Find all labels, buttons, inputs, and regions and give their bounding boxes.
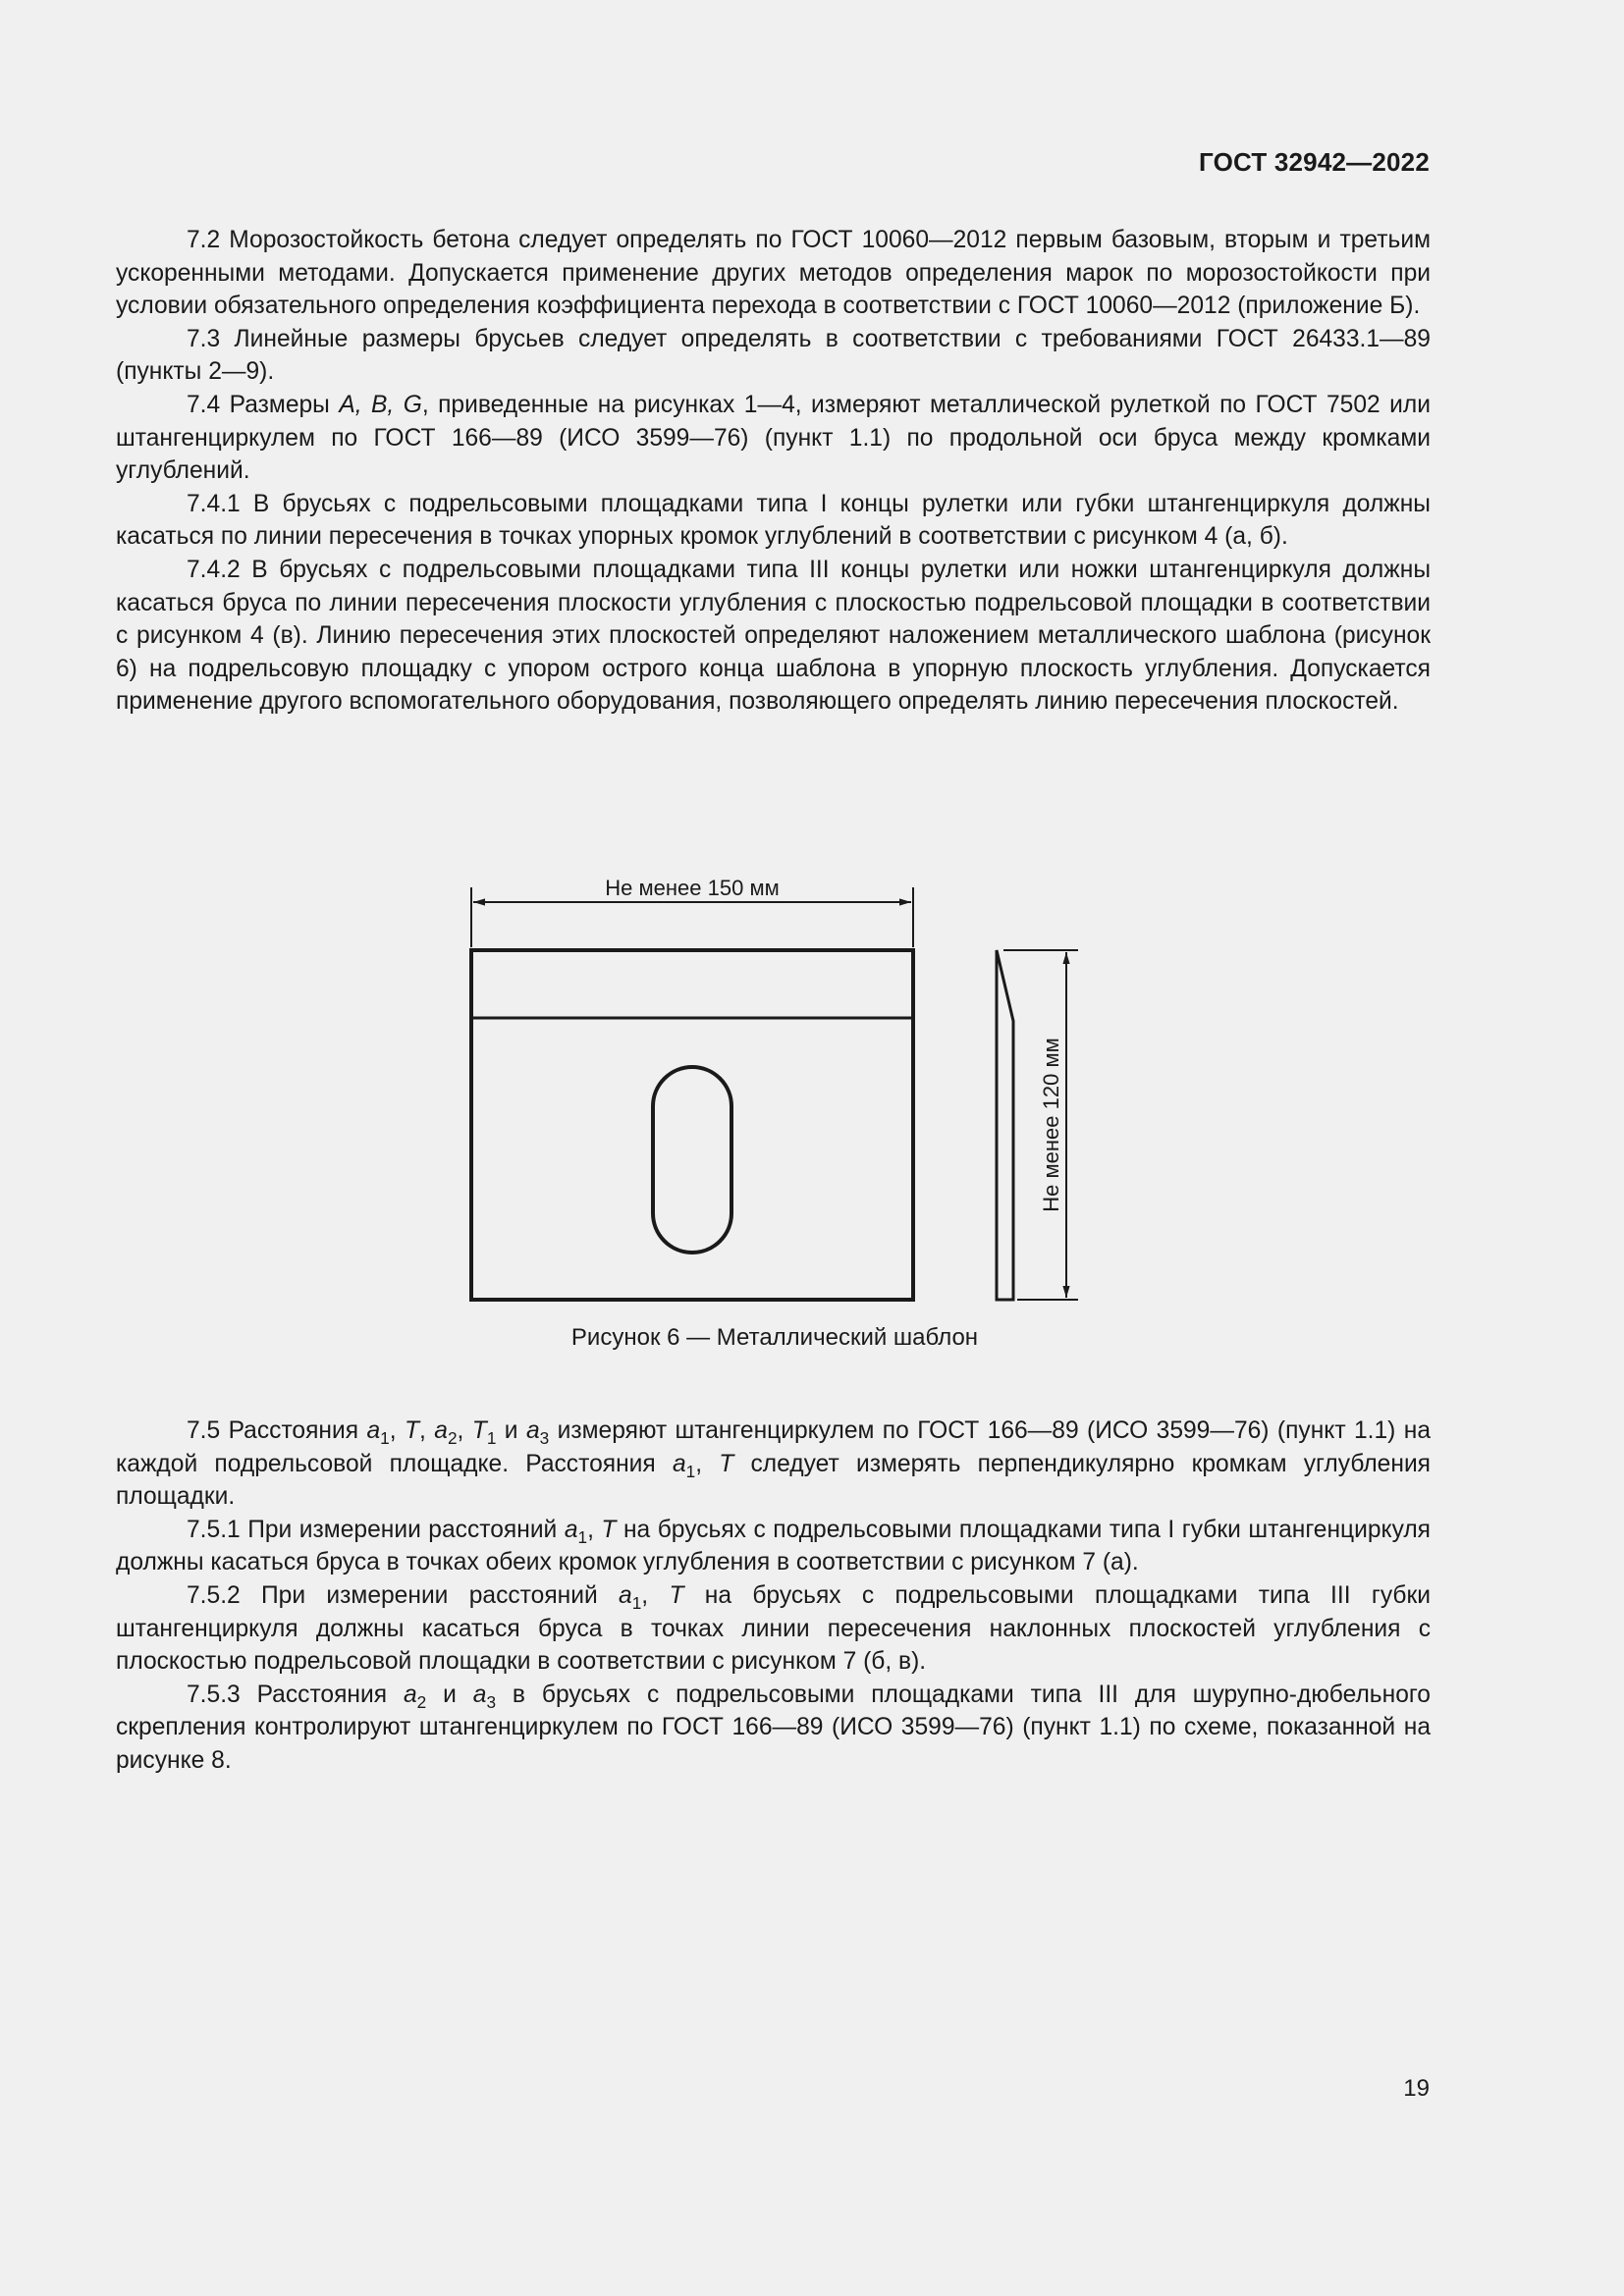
figure-caption: Рисунок 6 — Металлический шаблон [570, 1324, 979, 1351]
figure-6-metal-template [0, 864, 1624, 1374]
paragraph-7-4-1: 7.4.1 В брусьях с подрельсовыми площадками типа I концы рулетки или губки штангенциркуля должны касаться по линии пересечения в точках упорных кромок углублений в соответствии с рисунком 4 (а, б). [116, 490, 1431, 551]
paragraph-7-4: 7.4 Размеры A, B, G, приведенные на рисунках 1—4, измеряют металлической рулеткой по ГОСТ 7502 или штангенциркулем по ГОСТ 166—89 (ИСО 3599—76) (пункт 1.1) по продольной оси бруса между кромками углублений. [116, 391, 1431, 485]
section-text-upper [116, 224, 1431, 719]
paragraph-7-5-2: 7.5.2 При измерении расстояний $a_1$, T на брусьях с подрельсовыми площадками типа III губки штангенциркуля должны касаться бруса в точках линии пересечения наклонных плоскостей углубления с плоскостью подрельсовой площадки в соответствии с рисунком 7 (б, в). [116, 1581, 1431, 1676]
template-outline [471, 950, 913, 1300]
paragraph-7-5: 7.5 Расстояния $a_1$, T, $a_2$, $T_1$ и $a_3$ измеряют штангенциркулем по ГОСТ 166—89 (ИСО 3599—76) (пункт 1.1) на каждой подрельсовой площадке. Расстояния $a_1$, T следует измерять перпендикулярно кромкам углубления площадки. [116, 1417, 1432, 1511]
paragraph-7-5-1: 7.5.1 При измерении расстояний $a_1$, T на брусьях с подрельсовыми площадками типа I губки штангенциркуля должны касаться бруса в точках обеих кромок углубления в соответствии с рисунком 7 (а). [116, 1516, 1431, 1576]
dimension-variables: A, B, G [339, 391, 422, 418]
width-label: Не менее 150 мм [605, 876, 780, 900]
template-drawing [0, 864, 1624, 1374]
template-front-view [471, 950, 913, 1300]
document-header: ГОСТ 32942—2022 [1199, 147, 1430, 177]
section-text-lower [116, 1415, 1431, 1778]
height-label: Не менее 120 мм [1039, 1038, 1063, 1212]
template-slot [653, 1067, 731, 1253]
template-side-view [997, 950, 1013, 1300]
paragraph-7-3: 7.3 Линейные размеры брусьев следует определять в соответствии с требованиями ГОСТ 26433.1—89 (пункты 2—9). [116, 325, 1431, 386]
paragraph-7-5-3: 7.5.3 Расстояния $a_2$ и $a_3$ в брусьях с подрельсовыми площадками типа III для шурупно-дюбельного скрепления контролируют штангенциркулем по ГОСТ 166—89 (ИСО 3599—76) (пункт 1.1) по схеме, показанной на рисунке 8. [116, 1681, 1431, 1774]
paragraph-7-2: 7.2 Морозостойкость бетона следует определять по ГОСТ 10060—2012 первым базовым, вторым и третьим ускоренными методами. Допускается применение других методов определения марок по морозостойкости при условии обязательного определения коэффициента перехода в соответствии с ГОСТ 10060—2012 (приложение Б). [116, 227, 1431, 320]
page-number: 19 [1403, 2075, 1430, 2102]
paragraph-7-4-2: 7.4.2 В брусьях с подрельсовыми площадками типа III концы рулетки или ножки штангенциркуля должны касаться бруса по линии пересечения плоскости углубления с плоскостью подрельсовой площадки в соответствии с рисунком 4 (в). Линию пересечения этих плоскостей определяют наложением металлического шаблона (рисунок 6) на подрельсовую площадку с упором острого конца шаблона в упорную плоскость углубления. Допускается применение другого вспомогательного оборудования, позволяющего определять линию пересечения плоскостей. [116, 556, 1431, 716]
side-profile [997, 950, 1013, 1300]
